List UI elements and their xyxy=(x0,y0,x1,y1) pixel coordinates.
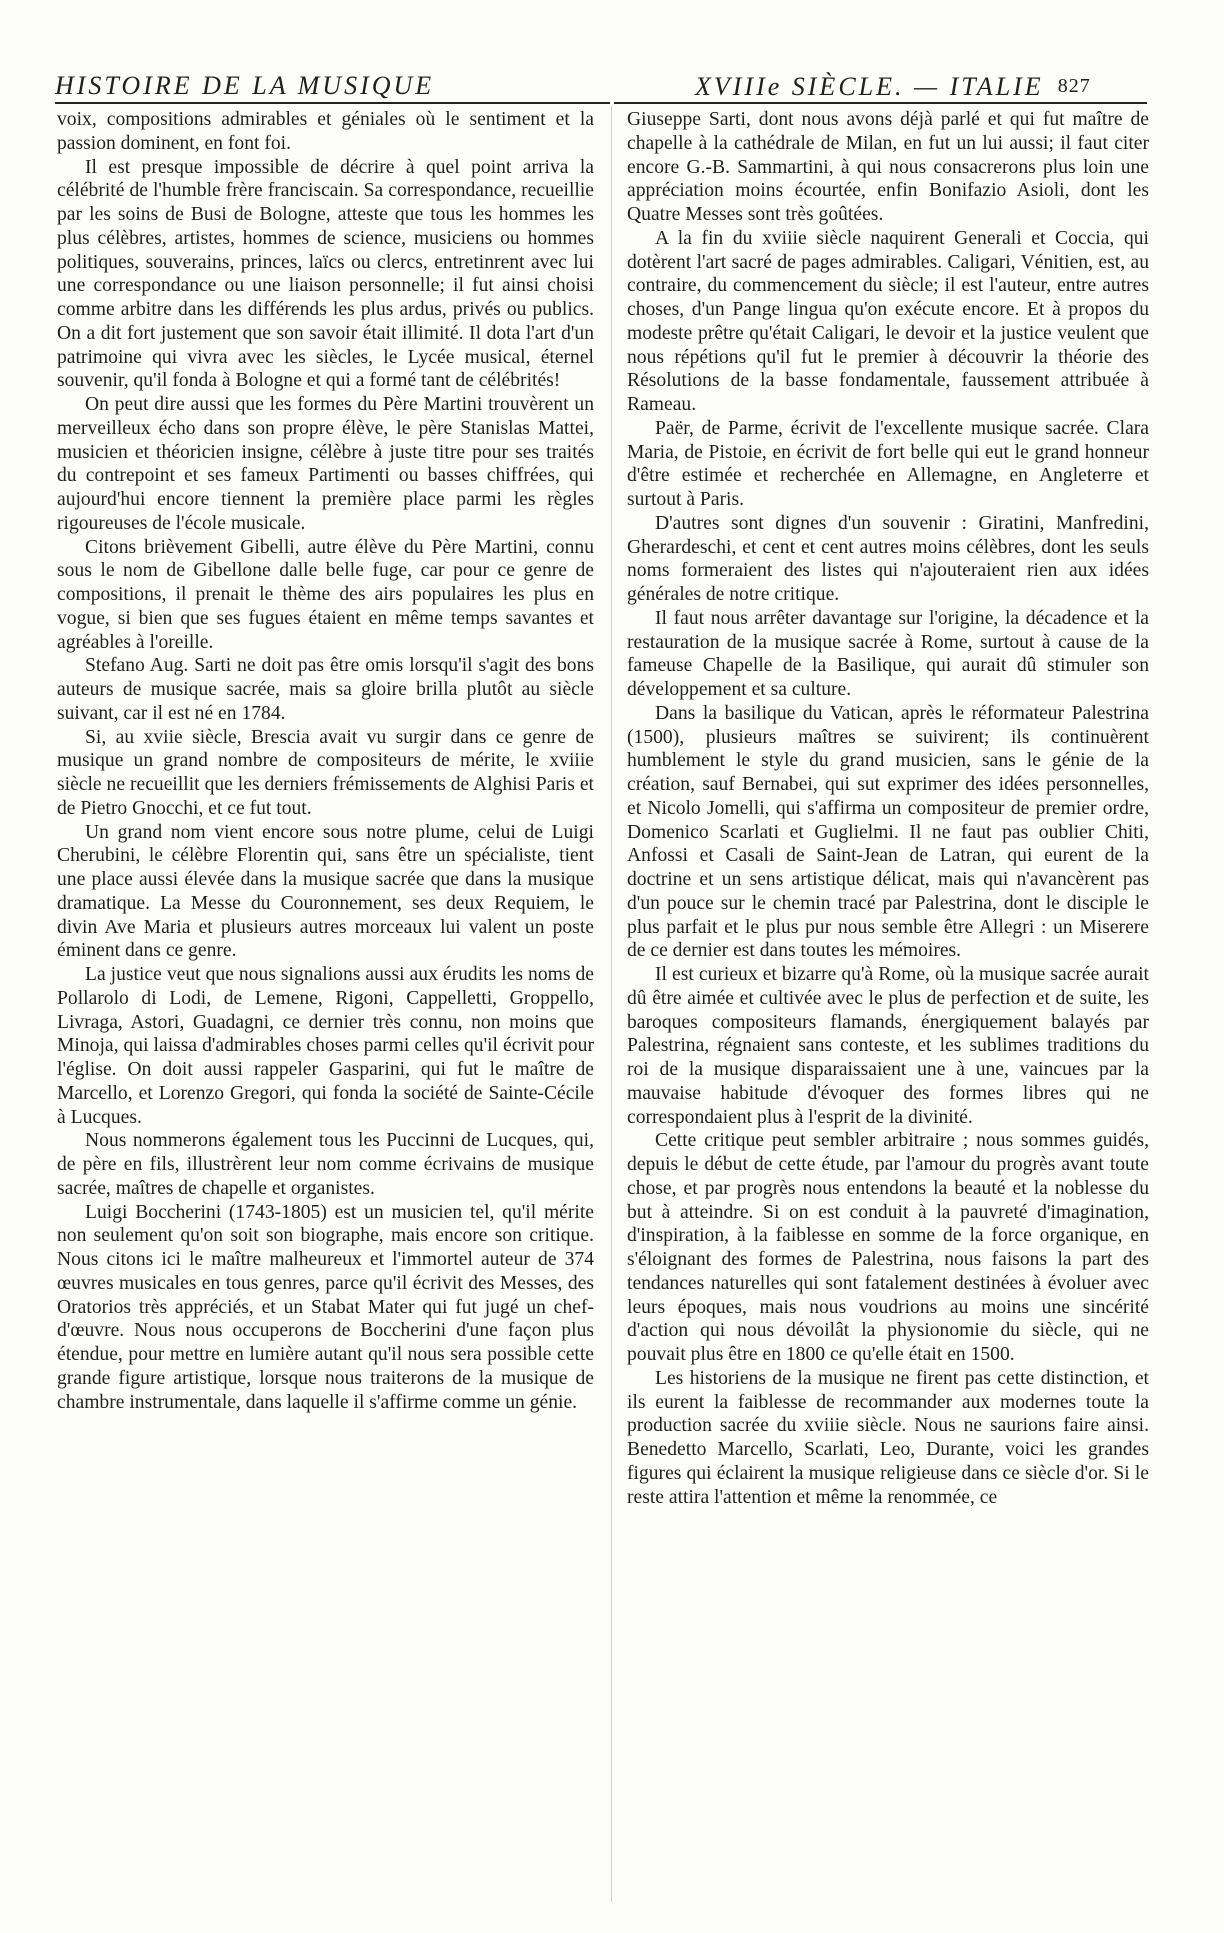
paragraph: Giuseppe Sarti, dont nous avons déjà parlé et qui fut maître de chapelle à la cathédrale de Milan, en fut un lui aussi; il faut citer encore G.-B. Sammartini, à qui nous consacrerons plus loin une appréciation moins écourtée, enfin Bonifazio Asioli, dont les Quatre Messes sont très goûtées. xyxy=(627,109,1149,225)
paragraph: Stefano Aug. Sarti ne doit pas être omis lorsqu'il s'agit des bons auteurs de musique sacrée, mais sa gloire brilla plutôt au siècle suivant, car il est né en 1784. xyxy=(57,655,594,724)
running-header-right xyxy=(695,71,1091,102)
header-rule-right xyxy=(614,102,1147,104)
header-rule-left xyxy=(55,102,610,104)
paragraph: On peut dire aussi que les formes du Père Martini trouvèrent un merveilleux écho dans son propre élève, le père Stanislas Mattei, musicien et théoricien insigne, célèbre à juste titre pour ses traités du contrepoint et ses fameux Partimenti ou basses chiffrées, qui aujourd'hui encore tiennent la première place parmi les règles rigoureuses de l'école musicale. xyxy=(57,394,594,534)
column-divider xyxy=(611,106,612,1902)
page-number: 827 xyxy=(1057,75,1091,97)
paragraph: Luigi Boccherini (1743-1805) est un musicien tel, qu'il mérite non seulement qu'on soit son biographe, mais encore son critique. Nous citons ici le maître malheureux et l'immortel auteur de 374 œuvres musicales en tous genres, parce qu'il écrivit des Messes, des Oratorios très appréciés, et un Stabat Mater qui fut jugé un chef-d'œuvre. Nous nous occuperons de Boccherini d'une façon plus étendue, pour mettre en lumière autant qu'il nous sera possible cette grande figure artistique, lorsque nous traiterons de la musique de chambre instrumentale, dans laquelle il s'affirme comme un génie. xyxy=(57,1201,594,1413)
paragraph: Cette critique peut sembler arbitraire ; nous sommes guidés, depuis le début de cette étude, par l'amour du progrès avant toute chose, et par progrès nous entendons la beauté et la noblesse du but à atteindre. Si on est conduit à la pauvreté d'imagination, d'inspiration, à la faiblesse en somme de la force organique, en s'éloignant des formes de Palestrina, nous faisons la part des tendances naturelles qui sont fatalement destinées à évoluer avec leurs époques, mais nous voudrions au moins une sincérité d'action qui nous dévoilât la physionomie du siècle, qui ne pouvait plus être en 1800 ce qu'elle était en 1500. xyxy=(627,1130,1149,1365)
paragraph: Les historiens de la musique ne firent pas cette distinction, et ils eurent la faiblesse de recommander aux modernes toute la production sacrée du xviiie siècle. Nous ne saurions faire ainsi. Benedetto Marcello, Scarlati, Leo, Durante, voici les grandes figures qui éclairent la musique religieuse dans ce siècle d'or. Si le reste attira l'attention et même la renommée, ce xyxy=(627,1367,1149,1508)
paragraph: voix, compositions admirables et géniales où le sentiment et la passion dominent, en font foi. xyxy=(57,109,594,154)
paragraph: Dans la basilique du Vatican, après le réformateur Palestrina (1500), plusieurs maîtres se suivirent; ils continuèrent humblement le style du grand musicien, sans le génie de la création, sauf Bernabei, qui sut exprimer des idées personnelles, et Nicolo Jomelli, qui s'affirma un compositeur de premier ordre, Domenico Scarlati et Guglielmi. Il ne faut pas oublier Chiti, Anfossi et Casali de Saint-Jean de Latran, qui eurent de la doctrine et un sens artistique délicat, mais qui n'avancèrent pas d'un pouce sur le chemin tracé par Palestrina, dont le disciple le plus parfait et le plus pur nous semble être Allegri : un Miserere de ce dernier est dans toutes les mémoires. xyxy=(627,702,1149,962)
paragraph: Si, au xviie siècle, Brescia avait vu surgir dans ce genre de musique un grand nombre de compositeurs de mérite, le xviiie siècle ne recueillit que les derniers frémissements de Alghisi Paris et de Pietro Gnocchi, et ce fut tout. xyxy=(57,726,594,819)
paragraph: La justice veut que nous signalions aussi aux érudits les noms de Pollarolo di Lodi, de Lemene, Rigoni, Cappelletti, Groppello, Livraga, Astori, Guadagni, ce dernier très connu, non moins que Minoja, qui laissa d'admirables choses parmi celles qu'il écrivit pour l'église. On doit aussi rappeler Gasparini, qui fut le maître de Marcello, et Lorenzo Gregori, qui fonda la société de Sainte-Cécile à Lucques. xyxy=(57,964,594,1128)
paragraph: Il est presque impossible de décrire à quel point arriva la célébrité de l'humble frère franciscain. Sa correspondance, recueillie par les soins de Busi de Bologne, atteste que tous les hommes les plus célèbres, artistes, hommes de science, musiciens ou hommes politiques, souverains, princes, laïcs ou clercs, entretinrent avec lui une correspondance ou une liaison personnelle; il fut ainsi choisi comme arbitre dans les différends les plus ardus, privés ou publics. On a dit fort justement que son savoir était illimité. Il dota l'art d'un patrimoine qui vivra avec les siècles, le Lycée musical, éternel souvenir, qu'il fonda à Bologne et qui a formé tant de célébrités! xyxy=(57,156,594,392)
paragraph: Il est curieux et bizarre qu'à Rome, où la musique sacrée aurait dû être aimée et cultivée avec le plus de perfection et de suite, les baroques compositeurs flamands, énergiquement balayés par Palestrina, régnaient sans conteste, et les sublimes traditions du roi de la musique disparaissaient une à une, vaincues par la mauvaise habitude d'évoquer des formes libres qui ne correspondaient plus à l'esprit de la divinité. xyxy=(627,964,1149,1128)
paragraph: Il faut nous arrêter davantage sur l'origine, la décadence et la restauration de la musique sacrée à Rome, surtout à cause de la fameuse Chapelle de la Basilique, qui aurait dû stimuler son développement et sa culture. xyxy=(627,607,1149,700)
right-column xyxy=(627,108,1149,1509)
running-header-title: XVIIIe SIÈCLE. — ITALIE xyxy=(695,72,1044,101)
paragraph: Un grand nom vient encore sous notre plume, celui de Luigi Cherubini, le célèbre Florentin qui, sans être un spécialiste, tient une place aussi élevée dans la musique sacrée que dans la musique dramatique. La Messe du Couronnement, ses deux Requiem, le divin Ave Maria et plusieurs autres morceaux lui valent un poste éminent dans ce genre. xyxy=(57,821,594,962)
paragraph: Paër, de Parme, écrivit de l'excellente musique sacrée. Clara Maria, de Pistoie, en écrivit de fort belle qui eut le grand honneur d'être estimée et recherchée en Allemagne, en Angleterre et surtout à Paris. xyxy=(627,417,1149,510)
left-column xyxy=(57,108,594,1414)
paragraph: D'autres sont dignes d'un souvenir : Giratini, Manfredini, Gherardeschi, et cent et cent autres moins célèbres, dont les seuls noms formeraient des listes qui n'ajouteraient rien aux idées générales de notre critique. xyxy=(627,512,1149,605)
paragraph: Citons brièvement Gibelli, autre élève du Père Martini, connu sous le nom de Gibellone dalle belle fuge, car pour ce genre de compositions, il prenait le thème des airs populaires les plus en vogue, si bien que ses fugues étaient en même temps savantes et agréables à l'oreille. xyxy=(57,536,594,653)
running-header-left: HISTOIRE DE LA MUSIQUE xyxy=(55,71,435,100)
paragraph: Nous nommerons également tous les Puccinni de Lucques, qui, de père en fils, illustrèrent leur nom comme écrivains de musique sacrée, maîtres de chapelle et organistes. xyxy=(57,1130,594,1199)
paragraph: A la fin du xviiie siècle naquirent Generali et Coccia, qui dotèrent l'art sacré de pages admirables. Caligari, Vénitien, est, au contraire, du commencement du siècle; il est l'auteur, entre autres choses, d'un Pange lingua qu'on exécute encore. Et à propos du modeste prêtre qu'était Caligari, le devoir et la justice veulent que nous répétions qu'il fut le premier à découvrir la théorie des Résolutions de la basse fondamentale, faussement attribuée à Rameau. xyxy=(627,227,1149,415)
